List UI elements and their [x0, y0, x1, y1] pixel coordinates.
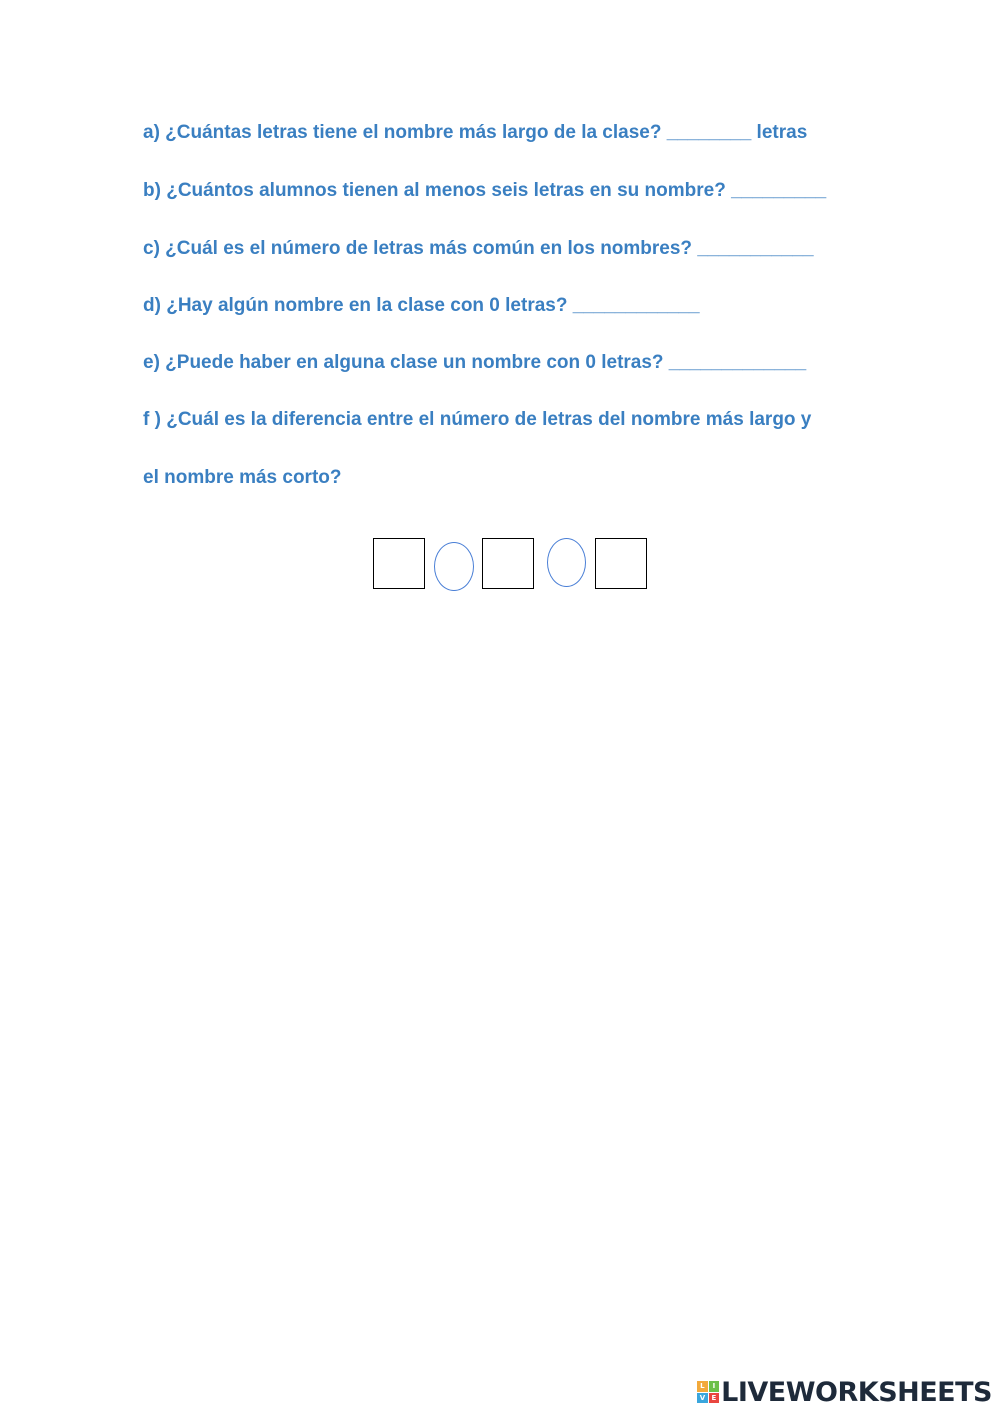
answer-box-3[interactable] — [595, 538, 647, 589]
question-e: e) ¿Puede haber en alguna clase un nombre con 0 letras? _____________ — [143, 352, 807, 373]
question-b: b) ¿Cuántos alumnos tienen al menos seis letras en su nombre? _________ — [143, 180, 827, 201]
logo-text: LIVEWORKSHEETS — [721, 1376, 992, 1408]
liveworksheets-logo — [697, 1377, 992, 1407]
operator-oval-2[interactable] — [547, 538, 586, 587]
logo-mark-v: V — [697, 1393, 708, 1404]
operator-oval-1[interactable] — [434, 542, 474, 591]
question-d: d) ¿Hay algún nombre en la clase con 0 letras? ____________ — [143, 295, 700, 316]
answer-box-1[interactable] — [373, 538, 425, 589]
answer-box-2[interactable] — [482, 538, 534, 589]
question-c: c) ¿Cuál es el número de letras más común en los nombres? ___________ — [143, 238, 814, 259]
answer-expression — [373, 537, 653, 595]
question-f-line-2: el nombre más corto? — [143, 467, 342, 488]
liveworksheets-logo-icon — [697, 1381, 719, 1403]
question-f-line-1: f ) ¿Cuál es la diferencia entre el número de letras del nombre más largo y — [143, 409, 812, 430]
logo-mark-e: E — [709, 1393, 720, 1404]
logo-mark-i: I — [709, 1381, 720, 1392]
logo-mark-l: L — [697, 1381, 708, 1392]
question-a: a) ¿Cuántas letras tiene el nombre más largo de la clase? ________ letras — [143, 122, 808, 143]
